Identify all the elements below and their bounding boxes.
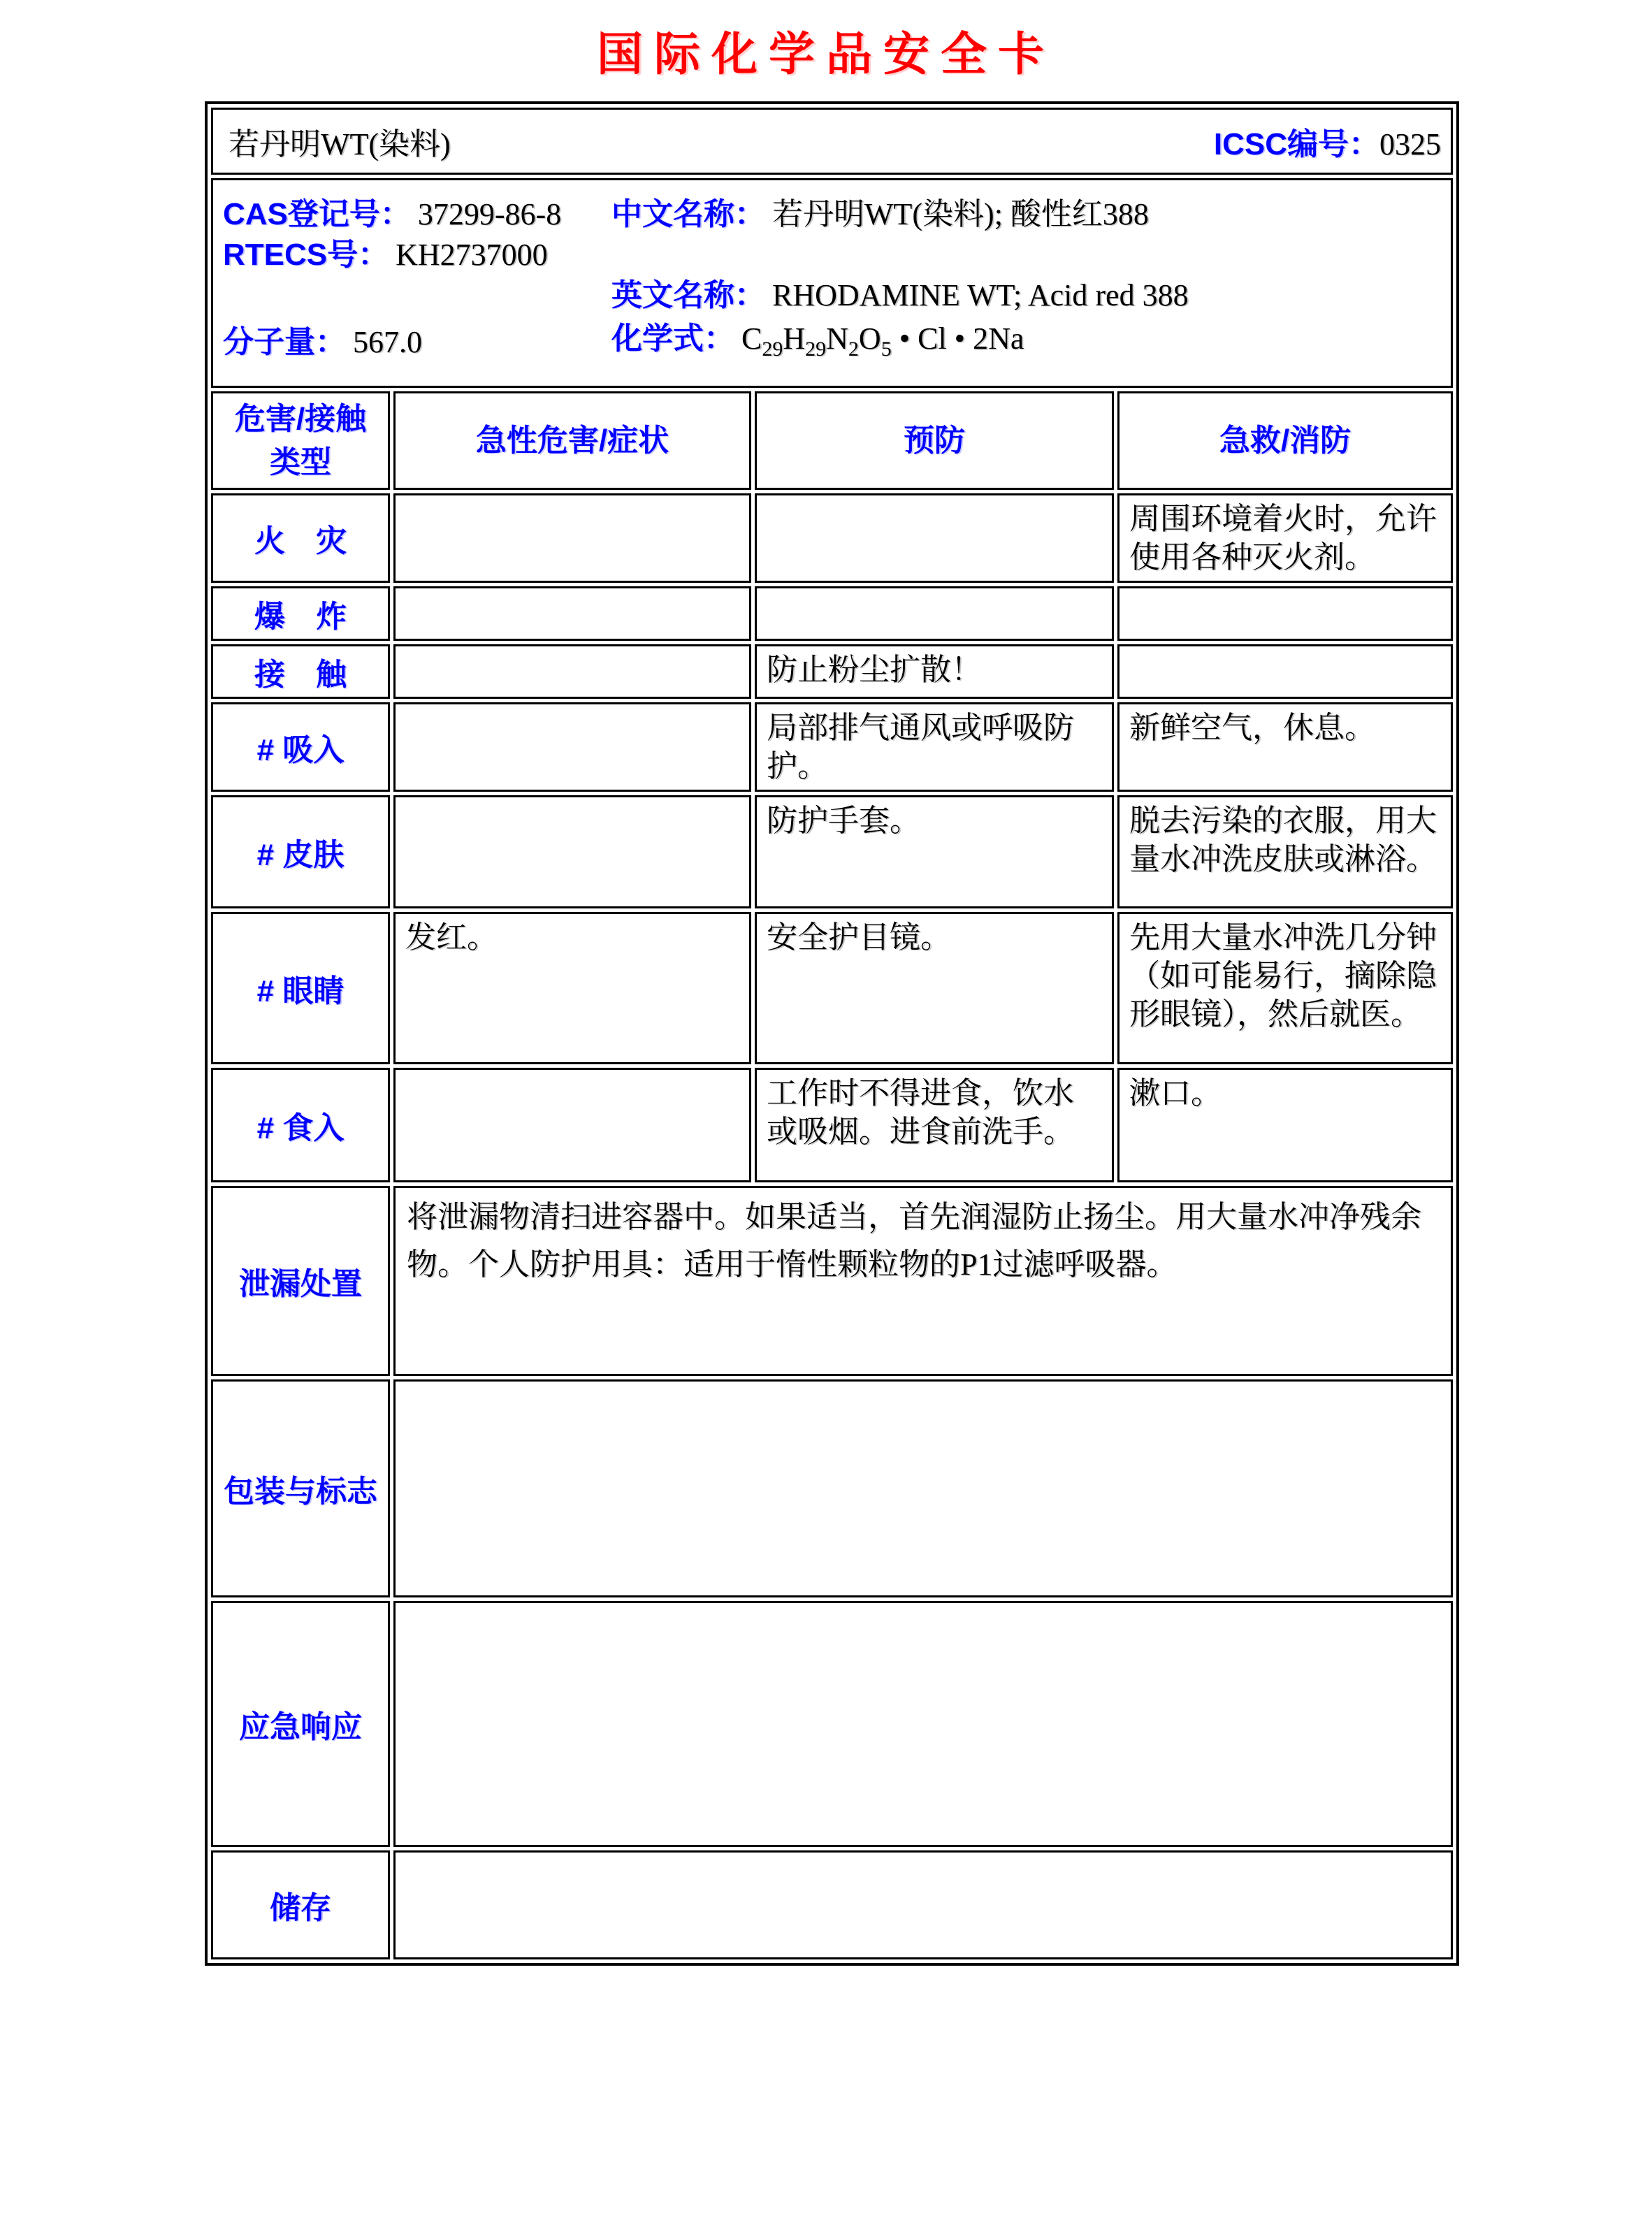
- hazard-header-row: [211, 391, 1453, 490]
- section-label-spill: 泄漏处置: [211, 1186, 390, 1376]
- symptoms-ingestion: [393, 1068, 751, 1182]
- safety-card-table: [205, 101, 1459, 1966]
- header-hazard-type: 危害/接触类型: [211, 391, 390, 490]
- formula-segment: N: [826, 321, 848, 356]
- chinese-name-value: 若丹明WT(染料); 酸性红388: [772, 197, 1149, 231]
- substance-name-cell: [211, 108, 1453, 175]
- section-label-packaging: 包装与标志: [211, 1379, 390, 1597]
- identity-row: [211, 178, 1453, 388]
- first-aid-explosion: [1117, 586, 1453, 641]
- cas-number-value: 37299-86-8: [417, 197, 562, 231]
- molecular-weight-value: 567.0: [353, 324, 422, 359]
- formula-subscript: 29: [805, 337, 827, 361]
- prevention-ingestion: 工作时不得进食，饮水或吸烟。进食前洗手。: [755, 1068, 1114, 1182]
- hazard-row-eyes: [211, 912, 1453, 1064]
- first-aid-contact: [1117, 644, 1453, 699]
- formula-subscript: 29: [762, 337, 783, 361]
- hazard-row-contact: [211, 644, 1453, 699]
- molecular-weight-label: 分子量：: [223, 324, 346, 359]
- identity-cell: [211, 178, 1453, 388]
- first-aid-inhalation: 新鲜空气，休息。: [1117, 702, 1453, 792]
- prevention-fire: [755, 493, 1114, 583]
- header-acute-symptoms: 急性危害/症状: [393, 391, 751, 490]
- english-name-label: 英文名称：: [611, 278, 765, 312]
- first-aid-skin: 脱去污染的衣服，用大量水冲洗皮肤或淋浴。: [1117, 795, 1453, 908]
- chinese-name-line: [611, 189, 1444, 229]
- hazard-type-inhalation: # 吸入: [211, 702, 390, 792]
- formula-segment: C: [741, 321, 762, 356]
- chemical-formula-line: [611, 313, 1444, 361]
- rtecs-number-value: KH2737000: [396, 238, 548, 272]
- chemical-formula-label: 化学式：: [611, 321, 734, 356]
- header-prevention: 预防: [755, 391, 1114, 490]
- section-content-emergency: [393, 1601, 1453, 1847]
- section-label-emergency: 应急响应: [211, 1601, 390, 1847]
- first-aid-eyes: 先用大量水冲洗几分钟（如可能易行，摘除隐形眼镜），然后就医。: [1117, 912, 1453, 1064]
- prevention-eyes: 安全护目镜。: [755, 912, 1114, 1064]
- hazard-type-skin: # 皮肤: [211, 795, 390, 908]
- formula-segment: • Cl • 2Na: [891, 321, 1024, 356]
- section-row-spill: [211, 1186, 1453, 1376]
- rtecs-number-line: [223, 229, 611, 270]
- icsc-number-label: ICSC编号：: [1213, 127, 1379, 161]
- section-content-packaging: [393, 1379, 1453, 1597]
- prevention-skin: 防护手套。: [755, 795, 1114, 908]
- hazard-type-explosion: 爆 炸: [211, 586, 390, 641]
- section-row-packaging: [211, 1379, 1453, 1597]
- english-name-value: RHODAMINE WT; Acid red 388: [772, 278, 1189, 312]
- rtecs-number-label: RTECS号：: [223, 238, 389, 272]
- symptoms-explosion: [393, 586, 751, 641]
- card-static-rows: [211, 108, 1453, 490]
- hazard-type-contact: 接 触: [211, 644, 390, 699]
- symptoms-skin: [393, 795, 751, 908]
- hazard-type-ingestion: # 食入: [211, 1068, 390, 1182]
- symptoms-fire: [393, 493, 751, 583]
- substance-name-row: [211, 108, 1453, 175]
- section-content-storage: [393, 1850, 1453, 1959]
- chinese-name-label: 中文名称：: [611, 197, 765, 231]
- molecular-weight-line: [223, 317, 611, 361]
- cas-number-line: [223, 189, 611, 229]
- symptoms-inhalation: [393, 702, 751, 792]
- section-row-emergency: [211, 1601, 1453, 1847]
- hazard-type-fire: 火 灾: [211, 493, 390, 583]
- cas-number-label: CAS登记号：: [223, 197, 411, 231]
- hazard-row-skin: [211, 795, 1453, 908]
- symptoms-contact: [393, 644, 751, 699]
- hazard-row-fire: [211, 493, 1453, 583]
- section-row-storage: [211, 1850, 1453, 1959]
- header-first-aid: 急救/消防: [1117, 391, 1453, 490]
- section-rows: [211, 1186, 1453, 1959]
- chemical-formula-value: [741, 321, 1024, 361]
- prevention-explosion: [755, 586, 1114, 641]
- formula-segment: O: [858, 321, 881, 356]
- section-label-storage: 储存: [211, 1850, 390, 1959]
- hazard-row-inhalation: [211, 702, 1453, 792]
- prevention-inhalation: 局部排气通风或呼吸防护。: [755, 702, 1114, 792]
- icsc-number-value: 0325: [1379, 127, 1441, 161]
- page-title: 国际化学品安全卡: [597, 28, 1055, 80]
- hazard-type-eyes: # 眼睛: [211, 912, 390, 1064]
- formula-subscript: 2: [848, 337, 859, 361]
- first-aid-fire: 周围环境着火时，允许使用各种灭火剂。: [1117, 493, 1453, 583]
- prevention-contact: 防止粉尘扩散！: [755, 644, 1114, 699]
- english-name-line: [611, 270, 1444, 313]
- symptoms-eyes: 发红。: [393, 912, 751, 1064]
- first-aid-ingestion: 漱口。: [1117, 1068, 1453, 1182]
- icsc-number: [1214, 119, 1441, 164]
- formula-subscript: 5: [881, 337, 892, 361]
- section-content-spill: 将泄漏物清扫进容器中。如果适当，首先润湿防止扬尘。用大量水冲净残余物。个人防护用具：适用于惰性颗粒物的P1过滤呼吸器。: [393, 1186, 1453, 1376]
- formula-segment: H: [783, 321, 806, 356]
- hazard-rows: [211, 493, 1453, 1182]
- hazard-row-ingestion: [211, 1068, 1453, 1182]
- hazard-row-explosion: [211, 586, 1453, 641]
- substance-name: 若丹明WT(染料): [229, 127, 451, 161]
